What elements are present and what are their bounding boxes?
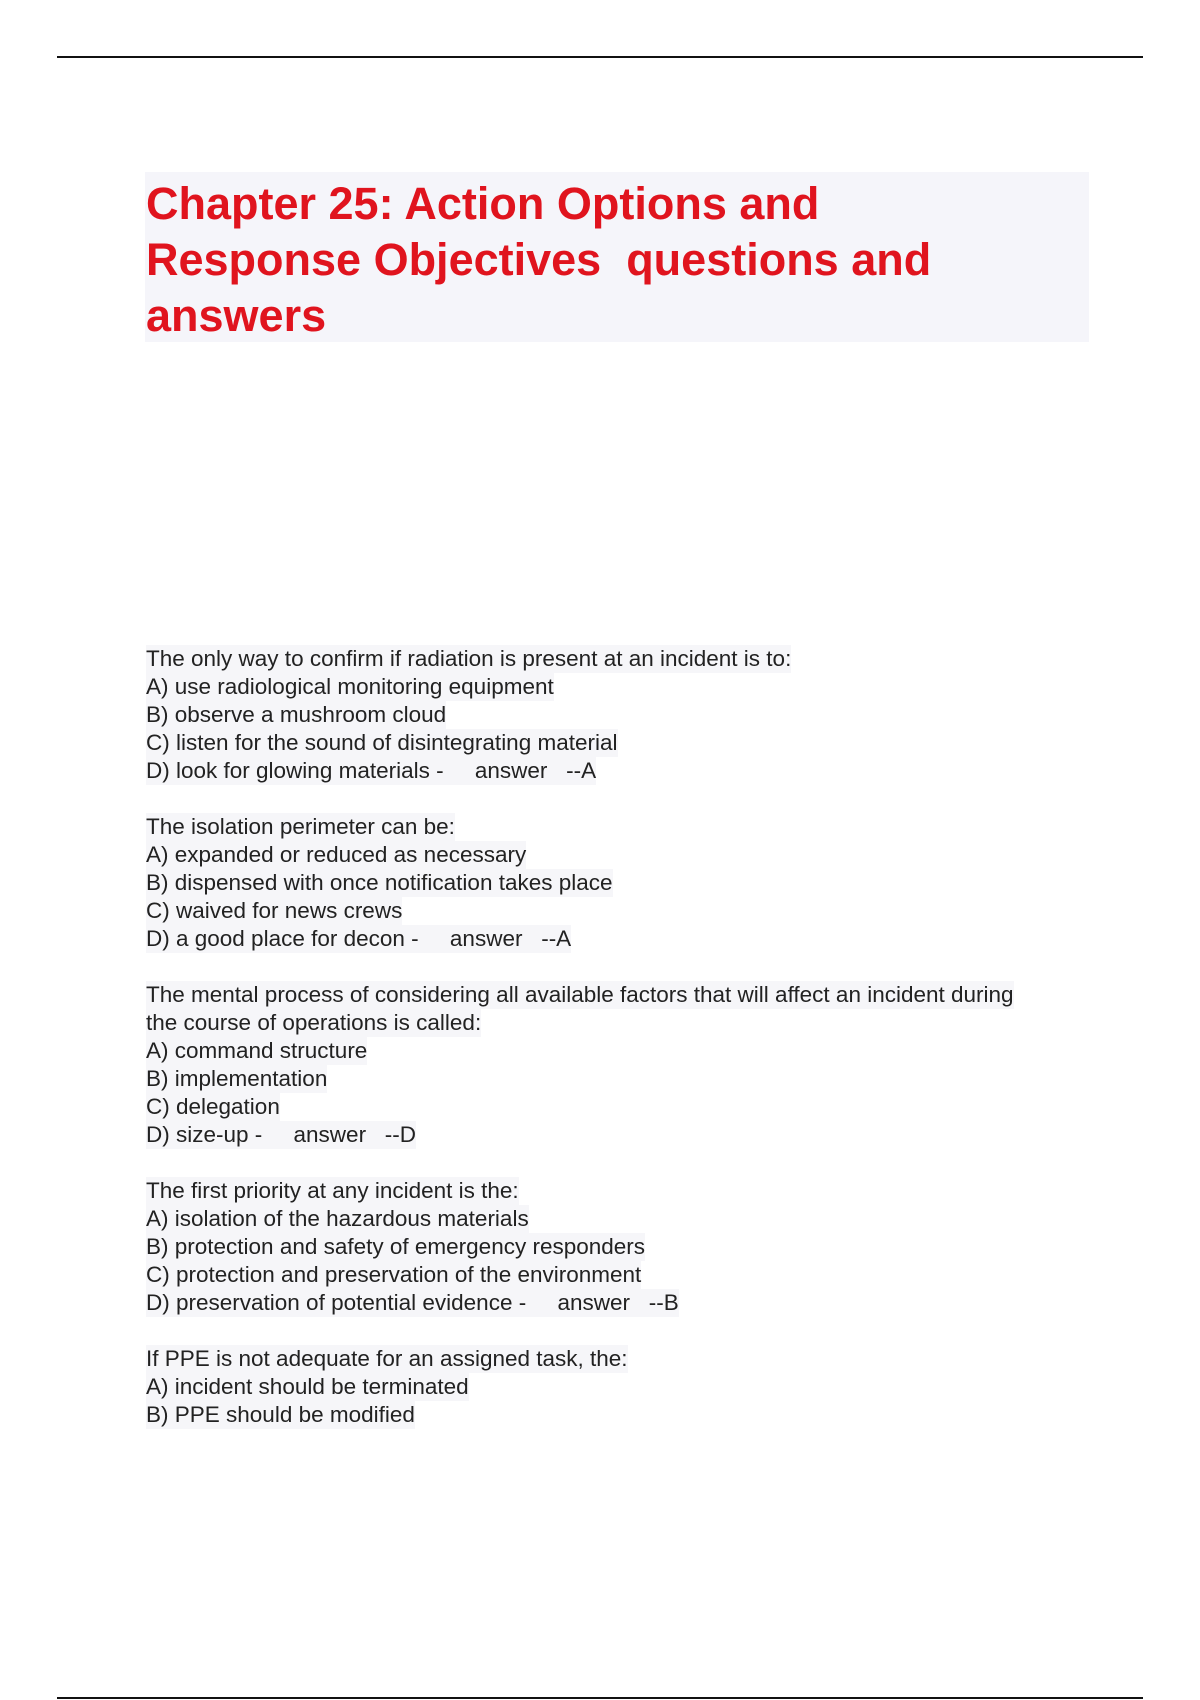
answer-option: B) observe a mushroom cloud bbox=[146, 702, 447, 727]
question-prompt: The isolation perimeter can be: bbox=[146, 814, 455, 839]
title-line: Chapter 25: Action Options and bbox=[146, 178, 820, 229]
answer-option: B) PPE should be modified bbox=[146, 1402, 415, 1427]
answer-option: A) incident should be terminated bbox=[146, 1374, 469, 1399]
answer-option: B) protection and safety of emergency responders bbox=[146, 1234, 646, 1259]
answer-option: C) listen for the sound of disintegrating material bbox=[146, 730, 618, 755]
title-line: Response Objectives questions and bbox=[146, 234, 932, 285]
answer-option: C) protection and preservation of the environment bbox=[146, 1262, 642, 1287]
bottom-rule bbox=[57, 1697, 1143, 1699]
answer-option: A) command structure bbox=[146, 1038, 368, 1063]
page-title bbox=[146, 176, 1086, 344]
question-1 bbox=[146, 645, 1086, 785]
answer-option: A) isolation of the hazardous materials bbox=[146, 1206, 529, 1231]
question-list bbox=[146, 645, 1086, 1457]
answer-option: B) implementation bbox=[146, 1066, 328, 1091]
question-5 bbox=[146, 1345, 1086, 1429]
question-2 bbox=[146, 813, 1086, 953]
question-3 bbox=[146, 981, 1086, 1149]
answer-option: B) dispensed with once notification takes place bbox=[146, 870, 613, 895]
answer-option: D) preservation of potential evidence - answer --B bbox=[146, 1290, 679, 1315]
answer-option: A) expanded or reduced as necessary bbox=[146, 842, 527, 867]
answer-option: D) look for glowing materials - answer --A bbox=[146, 758, 597, 783]
answer-option: C) delegation bbox=[146, 1094, 280, 1119]
title-line: answers bbox=[146, 290, 327, 341]
question-prompt: If PPE is not adequate for an assigned task, the: bbox=[146, 1346, 628, 1371]
answer-option: C) waived for news crews bbox=[146, 898, 403, 923]
question-prompt: The first priority at any incident is the: bbox=[146, 1178, 519, 1203]
top-rule bbox=[57, 56, 1143, 58]
answer-option: D) a good place for decon - answer --A bbox=[146, 926, 572, 951]
question-prompt: The mental process of considering all available factors that will affect an incident during bbox=[146, 982, 1014, 1007]
answer-option: A) use radiological monitoring equipment bbox=[146, 674, 554, 699]
answer-option: D) size-up - answer --D bbox=[146, 1122, 417, 1147]
question-prompt: the course of operations is called: bbox=[146, 1010, 482, 1035]
question-4 bbox=[146, 1177, 1086, 1317]
question-prompt: The only way to confirm if radiation is present at an incident is to: bbox=[146, 646, 792, 671]
